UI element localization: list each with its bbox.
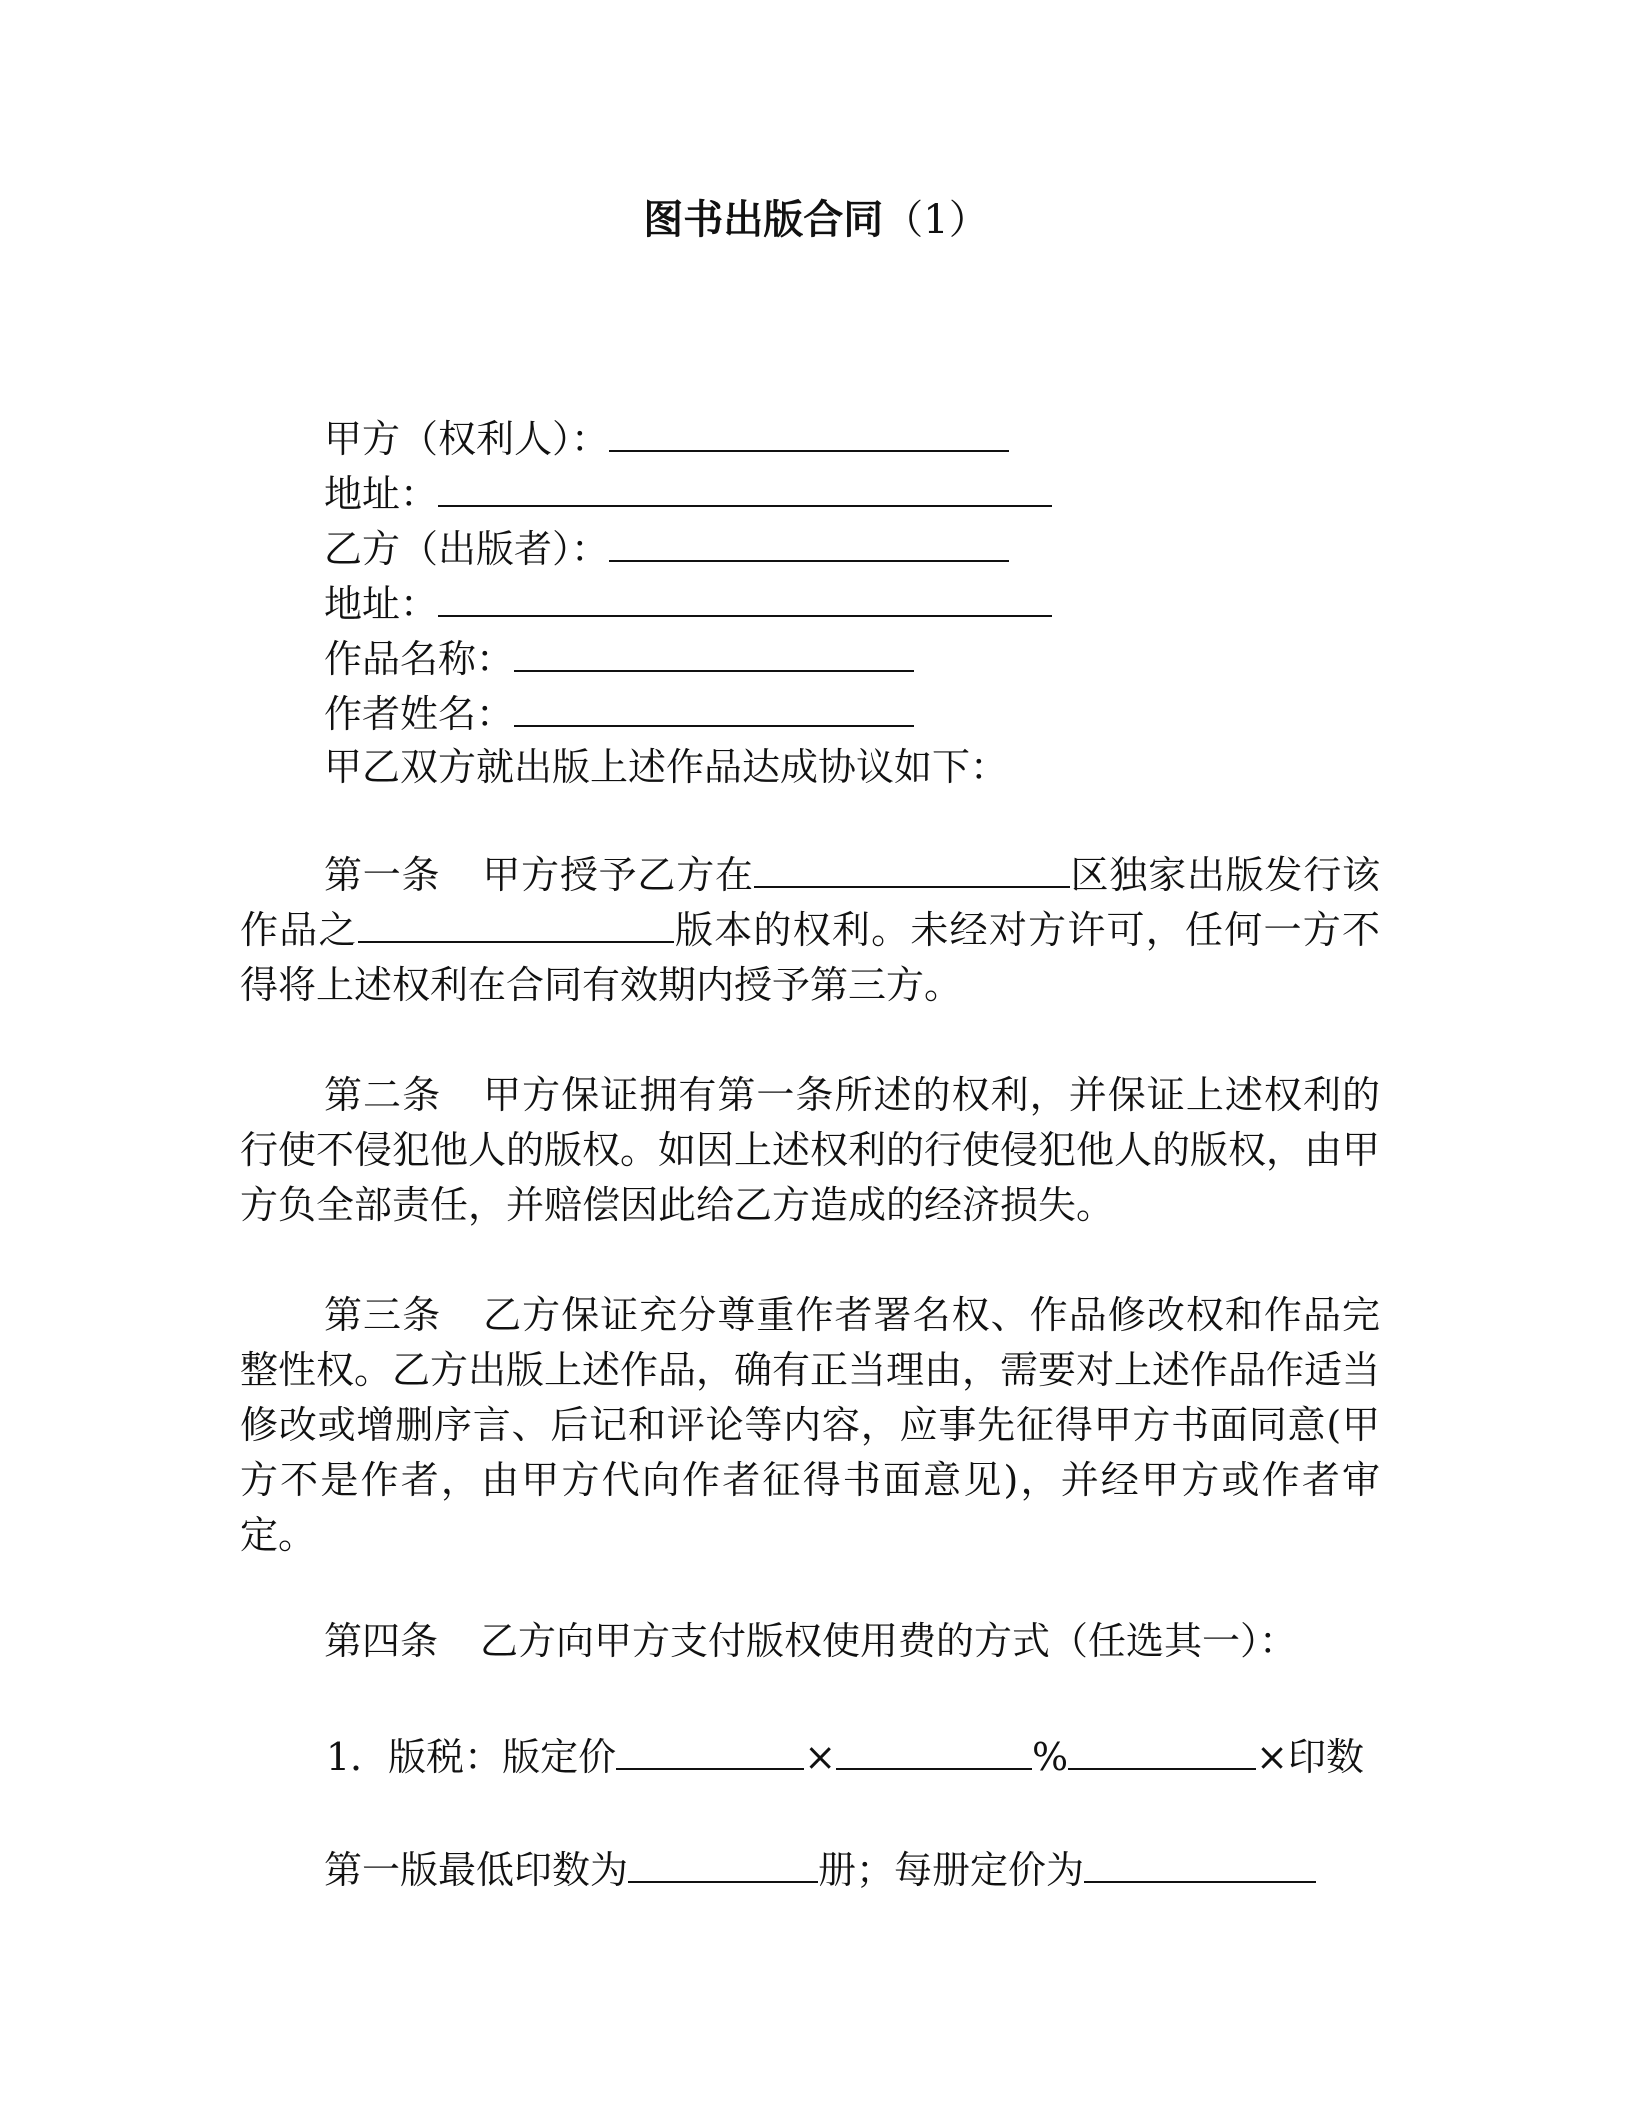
work-title-label: 作品名称： bbox=[324, 637, 515, 681]
article-1-part1: 甲方授予乙方在 bbox=[482, 853, 754, 897]
article-1-part3: 版本的权利。未经对方许可，任何一方不得将上述权利在合同有效期内授予第三方。 bbox=[240, 908, 1380, 1007]
royalty-item bbox=[240, 1730, 1380, 1785]
party-b-row bbox=[324, 520, 1009, 574]
article-3-text: 乙方保证充分尊重作者署名权、作品修改权和作品完整性权。乙方出版上述作品，确有正当理由，需要对上述作品作适当修改或增删序言、后记和评论等内容，应事先征得甲方书面同意(甲方不是作者，由甲方代向作者征得书面意见)，并经甲方或作者审定。 bbox=[240, 1293, 1381, 1557]
article-1-region-blank[interactable] bbox=[754, 848, 1070, 888]
document-title bbox=[0, 190, 1632, 250]
article-1-version-blank[interactable] bbox=[358, 903, 674, 943]
party-b-address-row bbox=[324, 575, 1052, 629]
article-4-heading: 第四条 bbox=[324, 1619, 439, 1663]
party-a-row bbox=[324, 410, 1009, 464]
royalty-price-blank[interactable] bbox=[616, 1730, 804, 1770]
article-2-text: 甲方保证拥有第一条所述的权利，并保证上述权利的行使不侵犯他人的版权。如因上述权利的行使侵犯他人的版权，由甲方负全部责任，并赔偿因此给乙方造成的经济损失。 bbox=[240, 1073, 1381, 1227]
article-2-heading: 第二条 bbox=[324, 1073, 442, 1117]
volumes-label: 册；每册定价为 bbox=[818, 1848, 1085, 1892]
royalty-percent: % bbox=[1032, 1735, 1069, 1779]
article-1-part2: 区独家出版发行该作品之 bbox=[240, 853, 1380, 952]
agreement-intro bbox=[324, 742, 1008, 792]
article-1-heading: 第一条 bbox=[324, 853, 441, 897]
work-title-blank[interactable] bbox=[514, 630, 914, 672]
party-b-address-blank[interactable] bbox=[438, 575, 1052, 617]
party-a-address-label: 地址： bbox=[324, 472, 439, 516]
author-name-row bbox=[324, 685, 914, 739]
first-print-row bbox=[324, 1843, 1316, 1898]
agreement-intro-text: 甲乙双方就出版上述作品达成协议如下： bbox=[324, 745, 1009, 789]
article-1 bbox=[240, 848, 1380, 1013]
article-4-text: 乙方向甲方支付版权使用费的方式（任选其一）： bbox=[480, 1619, 1298, 1663]
article-4 bbox=[240, 1614, 1380, 1669]
party-a-label: 甲方（权利人）： bbox=[324, 417, 610, 461]
party-b-address-label: 地址： bbox=[324, 582, 439, 626]
royalty-quantity-blank[interactable] bbox=[1068, 1730, 1256, 1770]
author-name-blank[interactable] bbox=[514, 685, 914, 727]
party-b-label: 乙方（出版者）： bbox=[324, 527, 610, 571]
royalty-times-1: × bbox=[804, 1735, 837, 1779]
royalty-item-label: 1．版税：版定价 bbox=[326, 1735, 617, 1779]
royalty-rate-blank[interactable] bbox=[836, 1730, 1032, 1770]
article-3-heading: 第三条 bbox=[324, 1293, 442, 1337]
first-print-label: 第一版最低印数为 bbox=[324, 1848, 629, 1892]
author-name-label: 作者姓名： bbox=[324, 692, 515, 736]
party-a-blank[interactable] bbox=[609, 410, 1009, 452]
title-main: 图书出版合同 bbox=[643, 197, 884, 243]
party-a-address-blank[interactable] bbox=[438, 465, 1052, 507]
royalty-times-2: ×印数 bbox=[1256, 1735, 1364, 1779]
work-title-row bbox=[324, 630, 914, 684]
title-suffix: （1） bbox=[883, 197, 989, 243]
first-print-quantity-blank[interactable] bbox=[628, 1843, 818, 1883]
party-a-address-row bbox=[324, 465, 1052, 519]
unit-price-blank[interactable] bbox=[1084, 1843, 1316, 1883]
party-b-blank[interactable] bbox=[609, 520, 1009, 562]
article-3 bbox=[240, 1288, 1380, 1563]
article-2 bbox=[240, 1068, 1380, 1233]
